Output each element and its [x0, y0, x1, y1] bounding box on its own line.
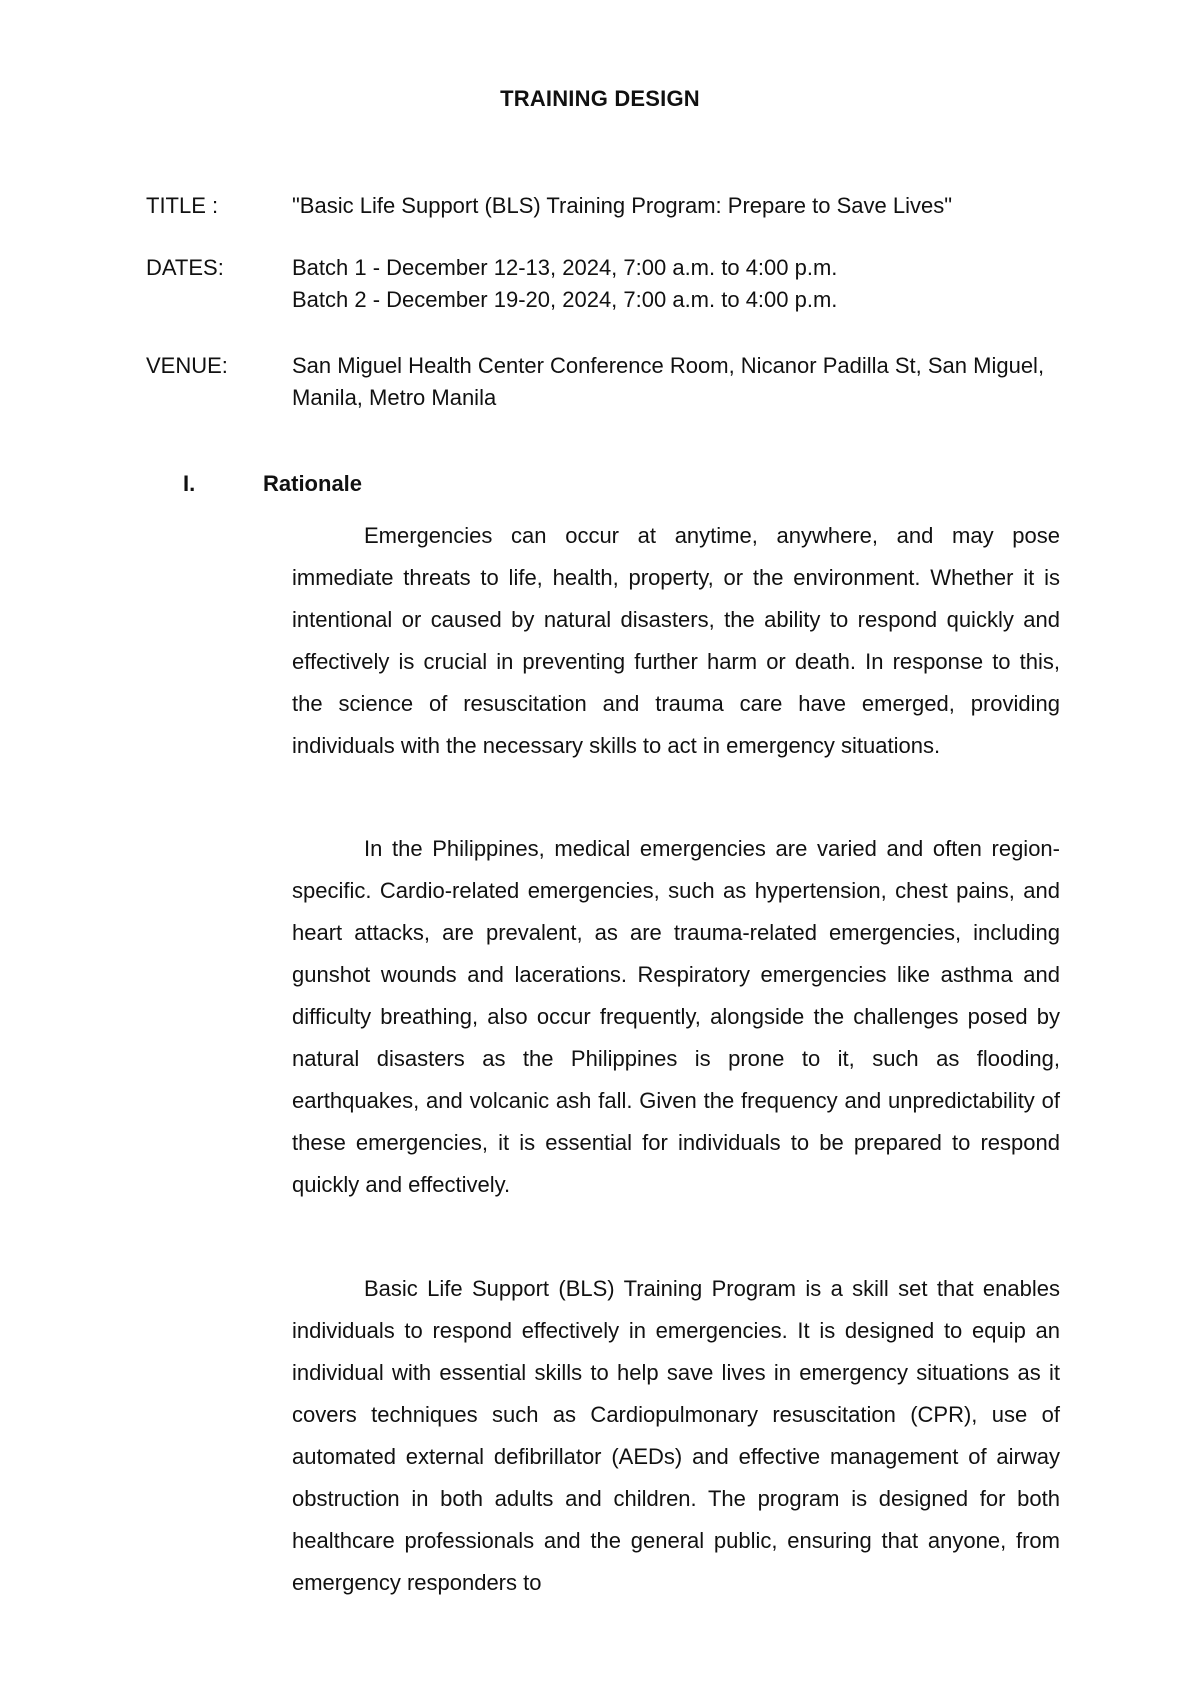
batch-2-date: Batch 2 - December 19-20, 2024, 7:00 a.m. to 4:00 p.m.: [292, 287, 838, 312]
venue-value: San Miguel Health Center Conference Room, Nicanor Padilla St, San Miguel, Manila, Metro Manila: [292, 353, 1045, 410]
title-label: TITLE :: [146, 193, 219, 218]
section-heading-rationale: [183, 468, 362, 500]
rationale-paragraph-1: Emergencies can occur at anytime, anywhere, and may pose immediate threats to life, health, property, or the environment. Whether it is intentional or caused by natural disasters, the ability to respond quickly and effectively is crucial in preventing further harm or death. In response to this, the science of resuscitation and trauma care have emerged, providing individuals with the necessary skills to act in emergency situations.: [292, 523, 1060, 758]
rationale-paragraph-2: In the Philippines, medical emergencies are varied and often region-specific. Cardio-related emergencies, such as hypertension, chest pains, and heart attacks, are prevalent, as are trauma-related emergencies, including gunshot wounds and lacerations. Respiratory emergencies like asthma and difficulty breathing, also occur frequently, alongside the challenges posed by natural disasters as the Philippines is prone to it, such as flooding, earthquakes, and volcanic ash fall. Given the frequency and unpredictability of these emergencies, it is essential for individuals to be prepared to respond quickly and effectively.: [292, 836, 1060, 1197]
batch-1-date: Batch 1 - December 12-13, 2024, 7:00 a.m. to 4:00 p.m.: [292, 255, 838, 280]
section-title: Rationale: [263, 471, 363, 496]
dates-label: DATES:: [146, 255, 224, 280]
page-title: TRAINING DESIGN: [500, 86, 700, 111]
section-number: I.: [183, 471, 196, 496]
title-value: "Basic Life Support (BLS) Training Program: Prepare to Save Lives": [292, 193, 953, 218]
rationale-paragraph-3: Basic Life Support (BLS) Training Program is a skill set that enables individuals to respond effectively in emergencies. It is designed to equip an individual with essential skills to help save lives in emergency situations as it covers techniques such as Cardiopulmonary resuscitation (CPR), use of automated external defibrillator (AEDs) and effective management of airway obstruction in both adults and children. The program is designed for both healthcare professionals and the general public, ensuring that anyone, from emergency responders to: [292, 1276, 1060, 1595]
dates-value: [292, 252, 1062, 316]
venue-label: VENUE:: [146, 353, 228, 378]
